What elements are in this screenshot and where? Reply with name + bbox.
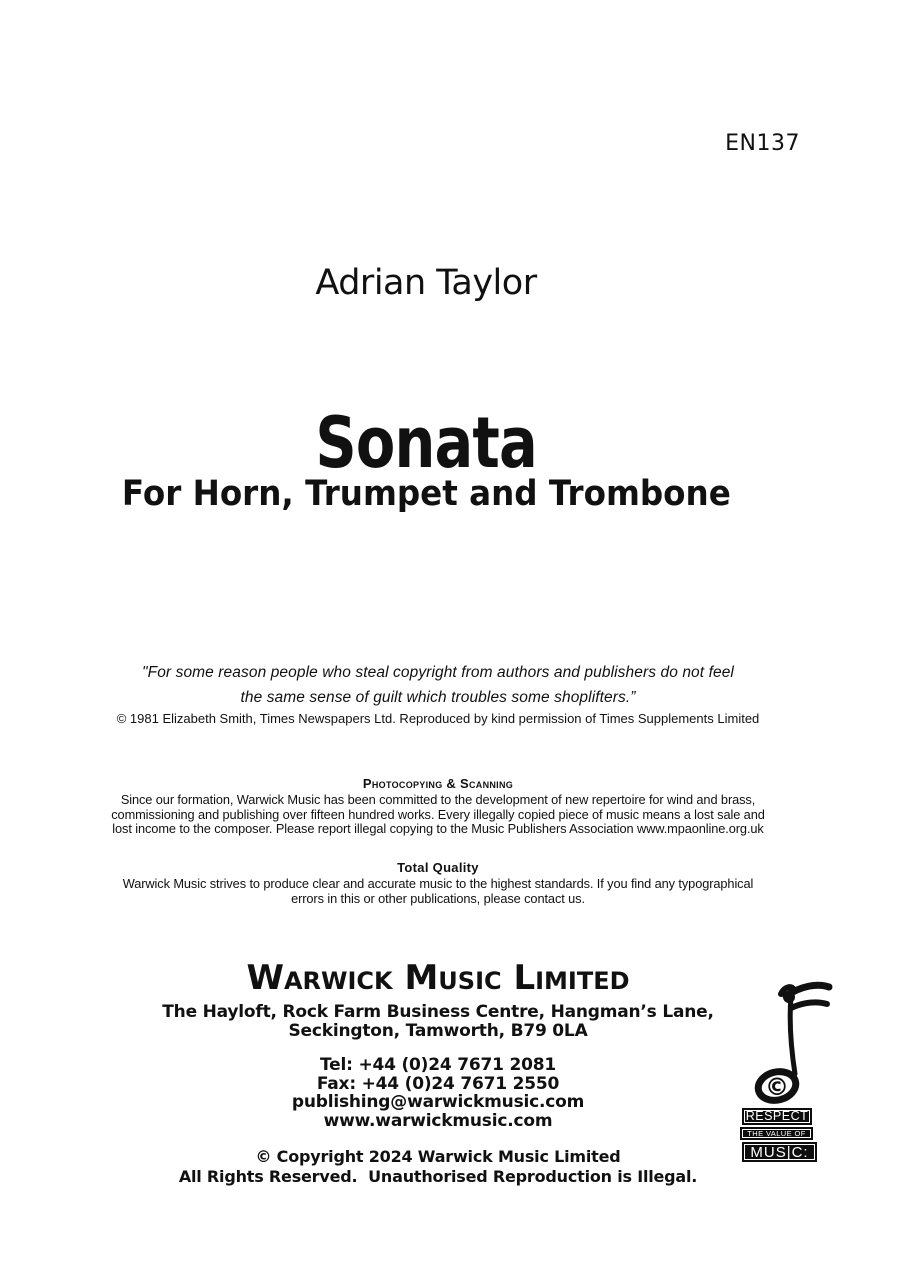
- copyright-quote: [0, 660, 876, 710]
- photocopying-text-line-2: commissioning and publishing over fifteen hundred works. Every illegally copied piece of music means a lost sale and: [111, 806, 765, 822]
- copyright-symbol-glyph: ©: [765, 1073, 789, 1101]
- total-quality-notice: [0, 860, 876, 906]
- copyright-line-2: All Rights Reserved. Unauthorised Reproduction is Illegal.: [178, 1166, 698, 1186]
- total-quality-text-line-2: errors in this or other publications, please contact us.: [291, 890, 585, 906]
- copyright-line-1: © Copyright 2024 Warwick Music Limited: [255, 1147, 621, 1167]
- catalog-number: EN137: [725, 131, 800, 156]
- photocopying-notice: [0, 776, 876, 837]
- piece-title: [0, 402, 852, 484]
- logo-value-of-bar: THE VALUE OF: [740, 1127, 813, 1140]
- copyright-quote-line-1: "For some reason people who steal copyright from authors and publishers do not feel: [142, 664, 734, 681]
- total-quality-body: [0, 877, 876, 906]
- logo-music-bar: MUS|C:: [742, 1142, 817, 1162]
- photocopying-text-line-1: Since our formation, Warwick Music has been committed to the development of new repertoire for wind and brass,: [120, 792, 756, 807]
- fax-line: Fax: +44 (0)24 7671 2550: [316, 1073, 560, 1094]
- note-stem-knot: [783, 991, 795, 1003]
- logo-respect-bar: RESPECT: [742, 1108, 812, 1125]
- publisher-name: Warwick Music Limited: [246, 958, 630, 998]
- tel-line: Tel: +44 (0)24 7671 2081: [320, 1055, 556, 1075]
- copyright-quote-line-2: the same sense of guilt which troubles some shoplifters.”: [240, 689, 636, 706]
- piece-subtitle-text: For Horn, Trumpet and Trombone: [121, 474, 731, 514]
- photocopying-body: [0, 793, 876, 837]
- publisher-address-line-2: Seckington, Tamworth, B79 0LA: [288, 1020, 588, 1041]
- photocopying-heading: Photocopying & Scanning: [362, 776, 514, 791]
- piece-subtitle: [0, 474, 852, 514]
- piece-title-text: Sonata: [315, 402, 537, 484]
- composer-name: Adrian Taylor: [315, 263, 537, 303]
- note-copyright-icon: [731, 970, 836, 1106]
- photocopying-text-line-3: lost income to the composer. Please report illegal copying to the Music Publishers Association www.mpaonline.org.uk: [112, 821, 764, 837]
- total-quality-heading: Total Quality: [397, 860, 479, 875]
- quote-attribution: © 1981 Elizabeth Smith, Times Newspapers Ltd. Reproduced by kind permission of Times Supplements Limited: [116, 711, 760, 726]
- respect-music-logo: [731, 970, 836, 1170]
- total-quality-text-line-1: Warwick Music strives to produce clear and accurate music to the highest standards. If you find any typographical: [122, 876, 754, 891]
- email-line: publishing@warwickmusic.com: [291, 1092, 585, 1113]
- publisher-address-line-1: The Hayloft, Rock Farm Business Centre, Hangman’s Lane,: [162, 1002, 714, 1022]
- website-line: www.warwickmusic.com: [323, 1110, 553, 1131]
